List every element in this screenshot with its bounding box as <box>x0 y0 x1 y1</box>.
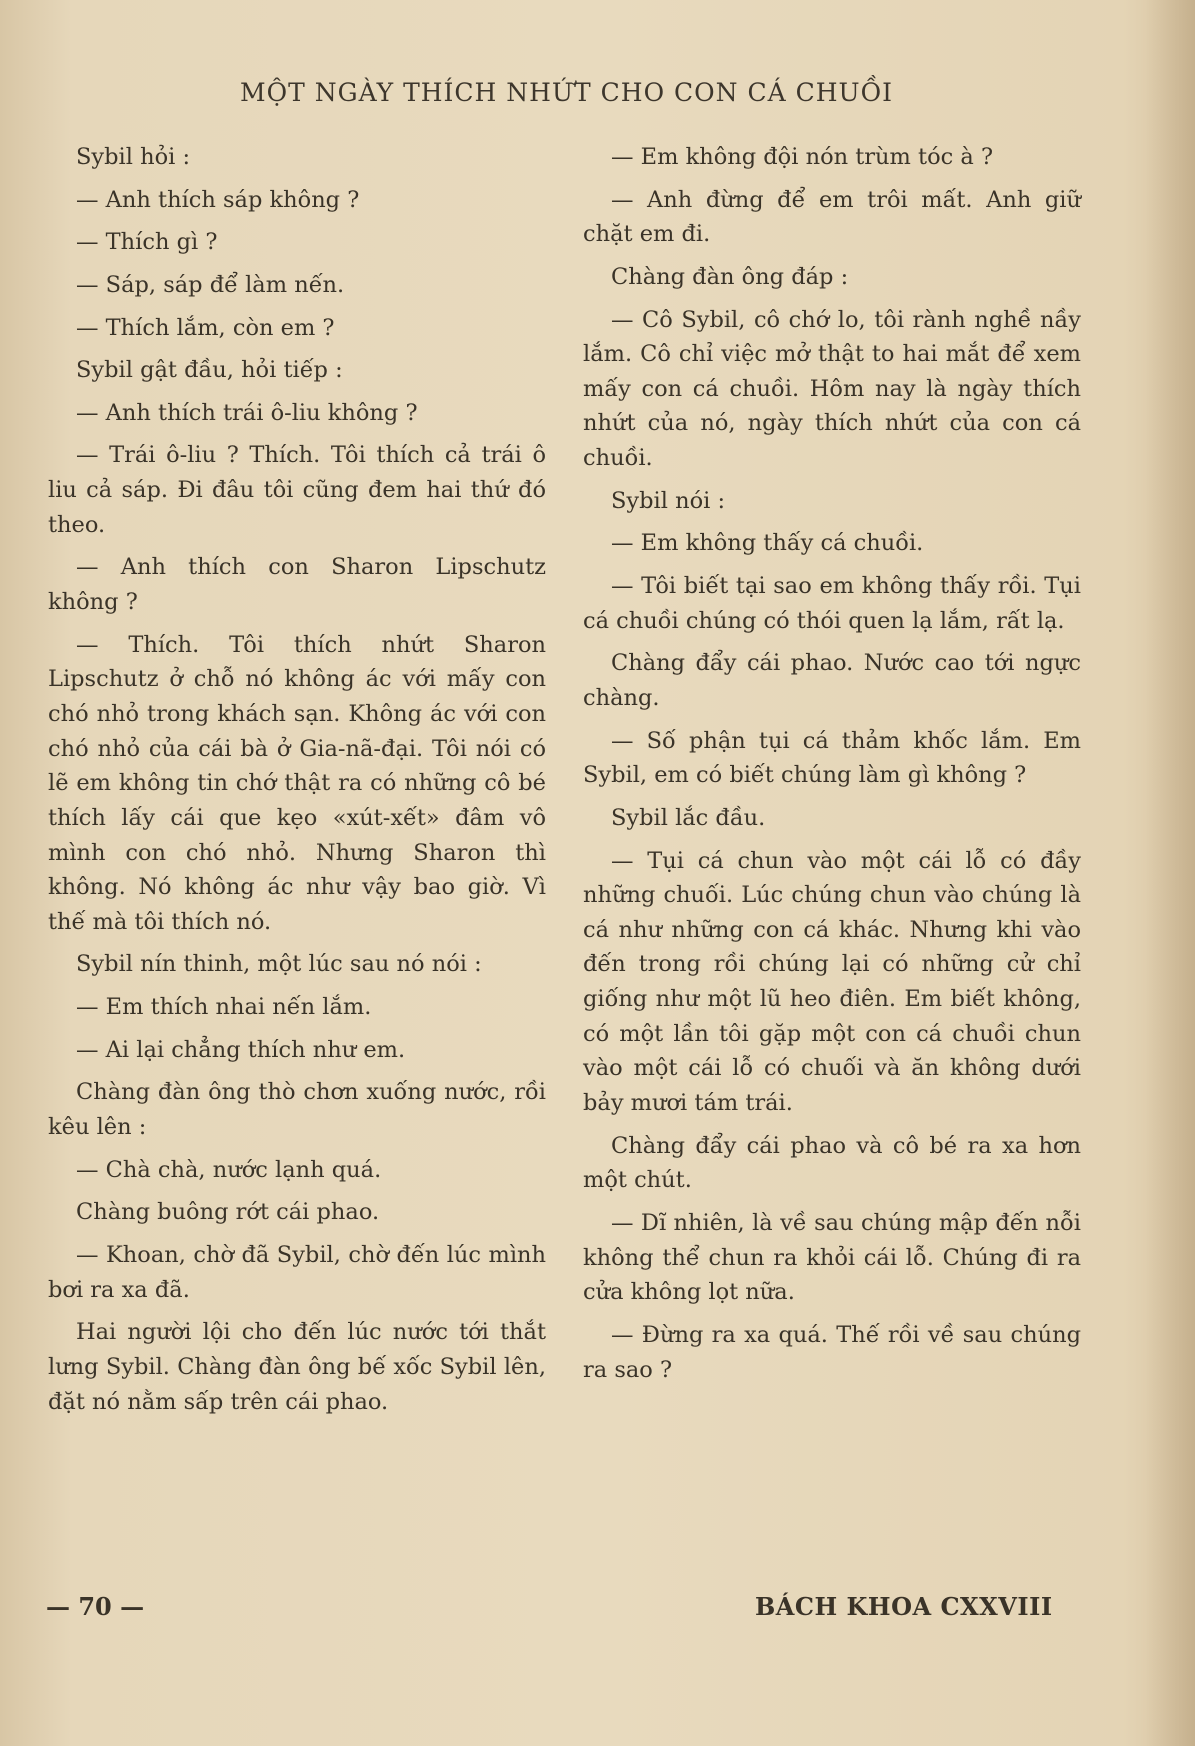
paragraph: Chàng đẩy cái phao. Nước cao tới ngực chàng. <box>583 650 1081 711</box>
running-header: MỘT NGÀY THÍCH NHỨT CHO CON CÁ CHUỒI <box>240 78 893 107</box>
paragraph: Sybil gật đầu, hỏi tiếp : <box>76 357 343 384</box>
paragraph: — Dĩ nhiên, là về sau chúng mập đến nỗi không thể chun ra khỏi cái lỗ. Chúng đi ra cửa không lọt nữa. <box>583 1209 1081 1306</box>
paragraph: Hai người lội cho đến lúc nước tới thắt lưng Sybil. Chàng đàn ông bế xốc Sybil lên, đặt nó nằm sấp trên cái phao. <box>48 1319 546 1415</box>
paragraph: — Trái ô-liu ? Thích. Tôi thích cả trái ô liu cả sáp. Đi đâu tôi cũng đem hai thứ đó theo. <box>48 442 546 538</box>
paragraph: — Anh thích trái ô-liu không ? <box>76 399 418 426</box>
paragraph: — Anh đừng để em trôi mất. Anh giữ chặt em đi. <box>583 186 1081 248</box>
paragraph: Sybil hỏi : <box>76 144 191 170</box>
paragraph: — Anh thích con Sharon Lipschutz không ? <box>48 554 546 616</box>
paragraph: — Cô Sybil, cô chớ lo, tôi rành nghề nầy lắm. Cô chỉ việc mở thật to hai mắt để xem mấy con cá chuồi. Hôm nay là ngày thích nhứt của nó, ngày thích nhứt của con cá chuồi. <box>583 306 1081 472</box>
paragraph: — Sáp, sáp để làm nến. <box>76 271 345 298</box>
paragraph: — Ai lại chẳng thích như em. <box>76 1036 406 1063</box>
paragraph: — Em không thấy cá chuồi. <box>611 530 924 557</box>
paragraph: Sybil nín thinh, một lúc sau nó nói : <box>76 951 482 978</box>
paragraph: — Thích gì ? <box>76 229 218 256</box>
paragraph: Sybil nói : <box>611 487 726 514</box>
paragraph: — Thích lắm, còn em ? <box>76 314 335 341</box>
paragraph: — Số phận tụi cá thảm khốc lắm. Em Sybil, em có biết chúng làm gì không ? <box>583 727 1081 789</box>
left-column <box>48 140 546 1427</box>
paragraph: — Chà chà, nước lạnh quá. <box>76 1156 382 1183</box>
right-column <box>583 140 1081 1395</box>
paragraph: — Thích. Tôi thích nhứt Sharon Lipschutz ở chỗ nó không ác với mấy con chó nhỏ trong khách sạn. Không ác với con chó nhỏ của cái bà ở Gia-nã-đại. Tôi nói có lẽ em không tin chớ thật ra có những cô bé thích lấy cái que kẹo «xút-xết» đâm vô mình con chó nhỏ. Nhưng Sharon thì không. Nó không ác như vậy bao giờ. Vì thế mà tôi thích nó. <box>48 631 546 935</box>
paragraph: — Khoan, chờ đã Sybil, chờ đến lúc mình bơi ra xa đã. <box>48 1241 546 1303</box>
paragraph: Chàng đàn ông thò chơn xuống nước, rồi kêu lên : <box>48 1079 546 1141</box>
paragraph: — Em thích nhai nến lắm. <box>76 994 372 1021</box>
publication-name: BÁCH KHOA CXXVIII <box>755 1592 1053 1621</box>
page-number: — 70 — <box>46 1592 145 1621</box>
paragraph: Chàng đẩy cái phao và cô bé ra xa hơn một chút. <box>583 1132 1081 1194</box>
paragraph: — Em không đội nón trùm tóc à ? <box>611 144 994 170</box>
paragraph: — Tụi cá chun vào một cái lỗ có đầy những chuối. Lúc chúng chun vào chúng là cá như những con cá khác. Nhưng khi vào đến trong rồi chúng lại có những cử chỉ giống như một lũ heo điên. Em biết không, có một lần tôi gặp một con cá chuồi chun vào một cái lỗ có chuối và ăn không dưới bảy mươi tám trái. <box>583 847 1081 1117</box>
paragraph: Chàng buông rớt cái phao. <box>76 1199 380 1226</box>
paragraph: — Đừng ra xa quá. Thế rồi về sau chúng ra sao ? <box>583 1321 1081 1383</box>
paragraph: — Anh thích sáp không ? <box>76 186 360 213</box>
paragraph: — Tôi biết tại sao em không thấy rồi. Tụi cá chuồi chúng có thói quen lạ lắm, rất lạ. <box>583 573 1081 634</box>
paragraph: Chàng đàn ông đáp : <box>611 263 849 290</box>
paragraph: Sybil lắc đầu. <box>611 804 766 831</box>
